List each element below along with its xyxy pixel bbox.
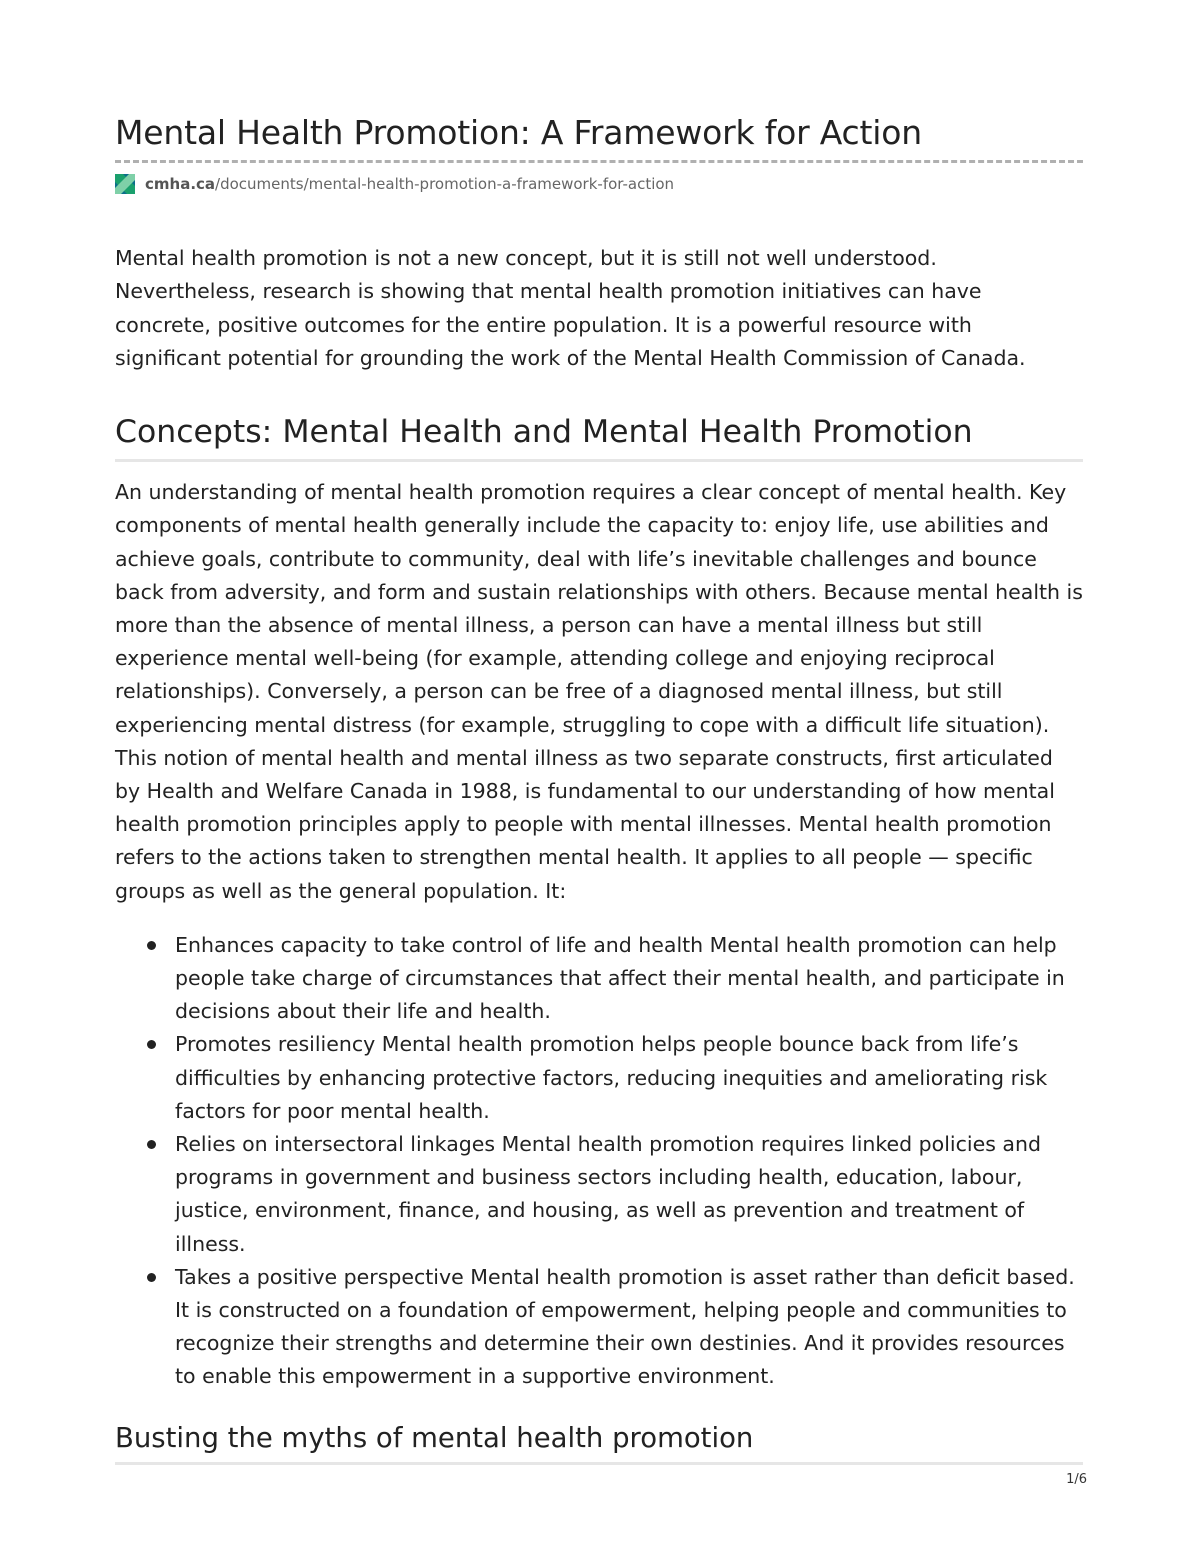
bullet-icon bbox=[147, 1140, 156, 1149]
source-domain: cmha.ca bbox=[145, 175, 216, 193]
title-divider bbox=[115, 160, 1083, 163]
list-item bbox=[175, 1028, 1083, 1128]
concepts-paragraph: An understanding of mental health promotion requires a clear concept of mental health. Key components of mental health generally include the capacity to: enjoy life, use abilities and achieve goals, contribute to community, deal with life’s inevitable challenges and bounce back from adversity, and form and sustain relationships with others. Because mental health is more than the absence of mental illness, a person can have a mental illness but still experience mental well-being (for example, attending college and enjoying reciprocal relationships). Conversely, a person can be free of a diagnosed mental illness, but still experiencing mental distress (for example, struggling to cope with a difficult life situation). This notion of mental health and mental illness as two separate constructs, first articulated by Health and Welfare Canada in 1988, is fundamental to our understanding of how mental health promotion principles apply to people with mental illnesses. Mental health promotion refers to the actions taken to strengthen mental health. It applies to all people — specific groups as well as the general population. It: bbox=[115, 480, 1083, 903]
document-page bbox=[115, 108, 1083, 1465]
list-item bbox=[175, 1128, 1083, 1261]
list-item bbox=[175, 1261, 1083, 1394]
source-path: /documents/mental-health-promotion-a-framework-for-action bbox=[215, 175, 675, 193]
intro-paragraph: Mental health promotion is not a new concept, but it is still not well understood. Nevertheless, research is showing that mental health promotion initiatives can have concrete, positive outcomes for the entire population. It is a powerful resource with significant potential for grounding the work of the Mental Health Commission of Canada. bbox=[115, 246, 1026, 370]
section-divider bbox=[115, 1462, 1083, 1465]
bullet-icon bbox=[147, 941, 156, 950]
list-item bbox=[175, 929, 1083, 1029]
list-item-text: Relies on intersectoral linkages Mental health promotion requires linked policies and programs in government and business sectors including health, education, labour, justice, environment, finance, and housing, as well as prevention and treatment of illness. bbox=[175, 1132, 1041, 1256]
page-number: 1/6 bbox=[1066, 1472, 1087, 1487]
bullet-icon bbox=[147, 1040, 156, 1049]
concepts-bullet-list bbox=[115, 929, 1083, 1394]
document-title: Mental Health Promotion: A Framework for Action bbox=[115, 113, 922, 152]
section-divider bbox=[115, 459, 1083, 462]
list-item-text: Promotes resiliency Mental health promotion helps people bounce back from life’s difficulties by enhancing protective factors, reducing inequities and ameliorating risk factors for poor mental health. bbox=[175, 1032, 1048, 1123]
list-item-text: Takes a positive perspective Mental health promotion is asset rather than deficit based. It is constructed on a foundation of empowerment, helping people and communities to recognize their strengths and determine their own destinies. And it provides resources to enable this empowerment in a supportive environment. bbox=[175, 1264, 1075, 1389]
site-favicon-icon bbox=[115, 174, 135, 194]
bullet-icon bbox=[147, 1273, 156, 1282]
section-heading-myths: Busting the myths of mental health promotion bbox=[115, 1421, 754, 1454]
section-heading-concepts: Concepts: Mental Health and Mental Health Promotion bbox=[115, 414, 973, 451]
list-item-text: Enhances capacity to take control of life and health Mental health promotion can help people take charge of circumstances that affect their mental health, and participate in decisions about their life and health. bbox=[175, 932, 1065, 1024]
source-line[interactable] bbox=[115, 172, 1083, 196]
